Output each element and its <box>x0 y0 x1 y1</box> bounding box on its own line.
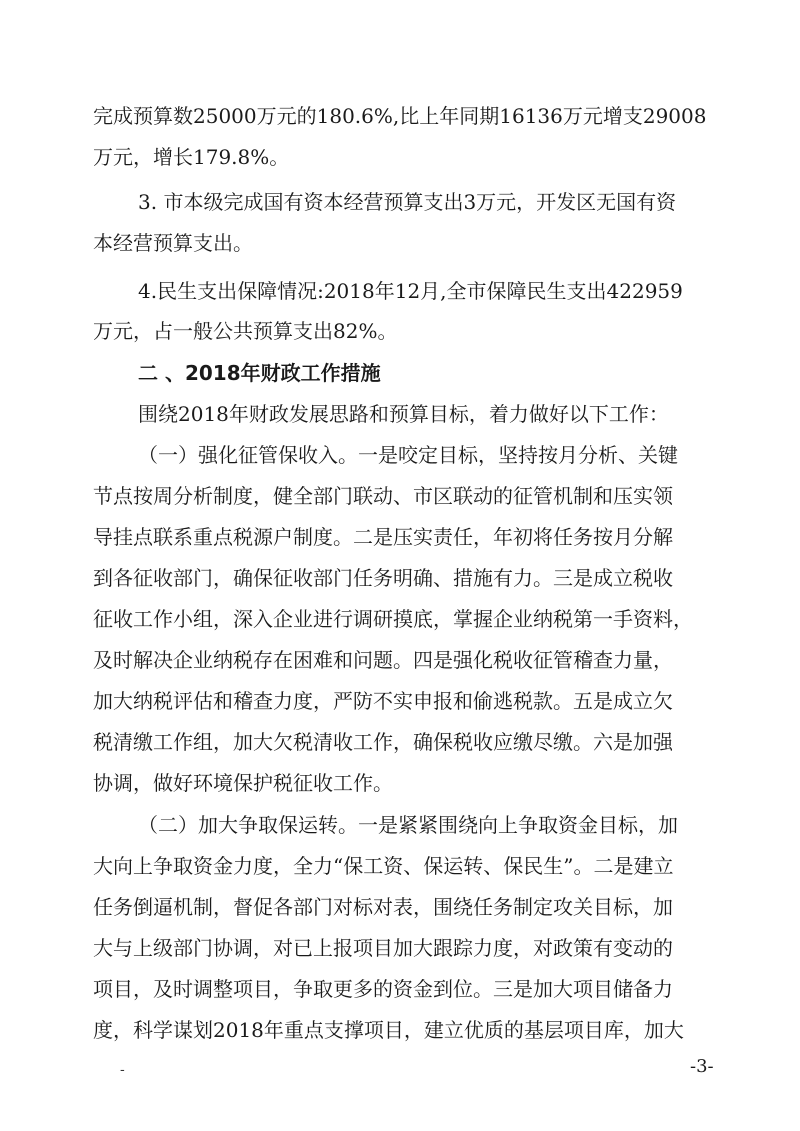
body-text-line-15: 加大纳税评估和稽查力度，严防不实申报和偷逃税款。五是成立欠 <box>93 689 673 713</box>
page-number: -3- <box>690 1056 714 1077</box>
subsection-two-first-line: （二）加大争取保运转。一是紧紧围绕向上争取资金目标，加 <box>138 813 678 837</box>
footer-mark: - <box>120 1062 125 1078</box>
section-heading: 二 、2018年财政工作措施 <box>138 361 381 385</box>
body-text-line-12: 到各征收部门，确保征收部门任务明确、措施有力。三是成立税收 <box>93 566 673 590</box>
subsection-one-first-line: （一）强化征管保收入。一是咬定目标，坚持按月分析、关键 <box>138 443 678 467</box>
body-text-line-17: 协调，做好环境保护税征收工作。 <box>93 771 393 795</box>
body-text-line-11: 导挂点联系重点税源户制度。二是压实责任，年初将任务按月分解 <box>93 525 673 549</box>
body-text-line-20: 任务倒逼机制，督促各部门对标对表，围绕任务制定攻关目标，加 <box>93 895 673 919</box>
body-text-line-21: 大与上级部门协调，对已上报项目加大跟踪力度，对政策有变动的 <box>93 936 673 960</box>
body-text-line-19: 大向上争取资金力度，全力“保工资、保运转、保民生”。二是建立 <box>93 854 674 878</box>
body-text-line-22: 项目，及时调整项目，争取更多的资金到位。三是加大项目储备力 <box>93 977 673 1001</box>
body-text-line-13: 征收工作小组，深入企业进行调研摸底，掌握企业纳税第一手资料， <box>93 607 693 631</box>
body-text-line-2: 万元，增长179.8%。 <box>93 145 290 169</box>
body-text-line-23: 度，科学谋划2018年重点支撑项目，建立优质的基层项目库，加大 <box>93 1018 684 1042</box>
body-text-line-6: 万元，占一般公共预算支出82%。 <box>93 319 398 343</box>
body-text-line-3: 3. 市本级完成国有资本经营预算支出3万元，开发区无国有资 <box>138 190 677 214</box>
body-text-line-4: 本经营预算支出。 <box>93 231 253 255</box>
body-text-line-5: 4.民生支出保障情况:2018年12月,全市保障民生支出422959 <box>138 279 683 303</box>
body-text-line-10: 节点按周分析制度，健全部门联动、市区联动的征管机制和压实领 <box>93 484 673 508</box>
body-text-line-14: 及时解决企业纳税存在困难和问题。四是强化税收征管稽查力量， <box>93 648 673 672</box>
body-text-line-16: 税清缴工作组，加大欠税清收工作，确保税收应缴尽缴。六是加强 <box>93 730 673 754</box>
body-text-line-8: 围绕2018年财政发展思路和预算目标，着力做好以下工作： <box>138 402 669 426</box>
body-text-line-1: 完成预算数25000万元的180.6%,比上年同期16136万元增支29008 <box>93 104 707 128</box>
